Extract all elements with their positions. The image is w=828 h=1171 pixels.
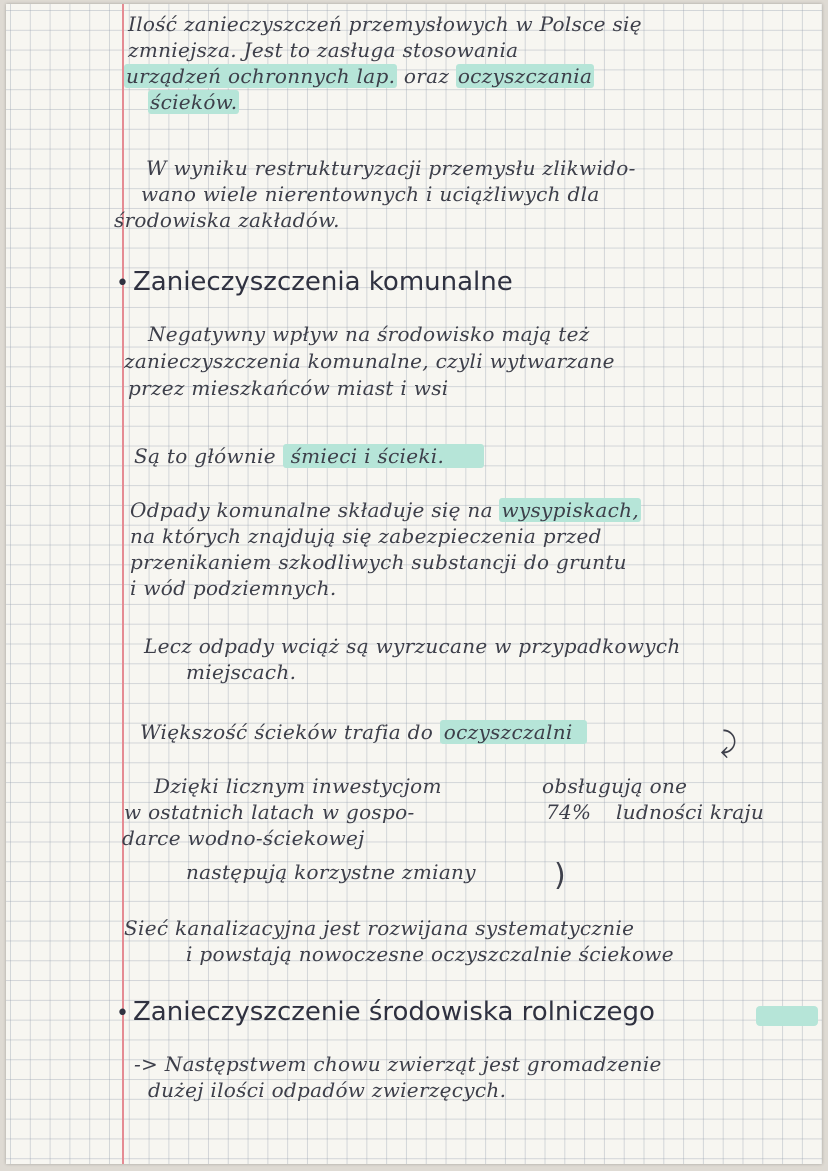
highlight-oczyszczalni: oczyszczalni <box>440 720 587 744</box>
p2-line2: wano wiele nierentownych i uciążliwych dla <box>141 182 600 206</box>
highlight-urzadzen: urządzeń ochronnych lap. <box>126 64 396 88</box>
p5-line1 <box>130 498 641 522</box>
heading-rolniczego-text: Zanieczyszczenie środowiska rolniczego <box>132 997 655 1027</box>
p8-line4: następują korzystne zmiany <box>186 860 476 884</box>
heading-rolniczego <box>116 996 655 1030</box>
p8-ludnosci: ludności kraju <box>616 800 765 824</box>
p8-line1-right: obsługują one <box>542 774 688 798</box>
highlight-smieci-scieki: śmieci i ścieki. <box>283 444 485 468</box>
p10-line1: -> Następstwem chowu zwierząt jest gromadzenie <box>134 1052 662 1076</box>
highlight-wysypiskach: wysypiskach, <box>501 498 639 522</box>
p6-line2: miejscach. <box>186 660 297 684</box>
p7-line <box>140 720 587 744</box>
p6-line1: Lecz odpady wciąż są wyrzucane w przypadkowych <box>144 634 681 658</box>
p1-line4 <box>148 90 239 114</box>
highlight-sciekow: ścieków. <box>150 90 238 114</box>
bullet-icon: • <box>116 1001 129 1026</box>
heading-komunalne <box>116 266 513 300</box>
highlight-bar <box>756 1006 818 1026</box>
p8-line1-left: Dzięki licznym inwestycjom <box>154 774 442 798</box>
p1-oraz: oraz <box>403 64 450 88</box>
p8-line2: w ostatnich latach w gospo- <box>124 800 415 824</box>
p4-line <box>134 444 484 468</box>
p8-percent: 74% <box>546 800 592 824</box>
p1-line1: Ilość zanieczyszczeń przemysłowych w Polsce się <box>128 12 642 36</box>
p5-line2: na których znajdują się zabezpieczenia przed <box>130 524 602 548</box>
p8-line1 <box>154 774 442 798</box>
curved-arrow-icon: ⤸ <box>720 726 737 759</box>
p5-lead: Odpady komunalne składuje się na <box>130 498 493 522</box>
p2-line3: środowiska zakładów. <box>114 208 340 232</box>
margin-line <box>122 4 124 1164</box>
bullet-icon: • <box>116 271 129 296</box>
p1-line2: zmniejsza. Jest to zasługa stosowania <box>128 38 519 62</box>
p10-line2: dużej ilości odpadów zwierzęcych. <box>148 1078 507 1102</box>
p5-line3: przenikaniem szkodliwych substancji do gruntu <box>130 550 627 574</box>
p9-line1: Sieć kanalizacyjna jest rozwijana systematycznie <box>124 916 635 940</box>
p7-lead: Większość ścieków trafia do <box>140 720 434 744</box>
p9-line2: i powstają nowoczesne oczyszczalnie ściekowe <box>186 942 674 966</box>
notebook-page <box>6 4 822 1164</box>
p5-line4: i wód podziemnych. <box>130 576 337 600</box>
highlight-oczyszczania: oczyszczania <box>457 64 593 88</box>
p3-line3: przez mieszkańców miast i wsi <box>128 376 449 400</box>
p1-line3 <box>124 64 594 88</box>
p4-lead: Są to głównie <box>134 444 276 468</box>
bracket-mark-icon: ) <box>554 858 566 893</box>
p3-line1: Negatywny wpływ na środowisko mają też <box>148 322 590 346</box>
p3-line2: zanieczyszczenia komunalne, czyli wytwarzane <box>124 349 615 373</box>
p2-line1: W wyniku restrukturyzacji przemysłu zlikwido- <box>146 156 636 180</box>
p8-line3: darce wodno-ściekowej <box>122 826 365 850</box>
heading-komunalne-text: Zanieczyszczenia komunalne <box>132 267 513 297</box>
